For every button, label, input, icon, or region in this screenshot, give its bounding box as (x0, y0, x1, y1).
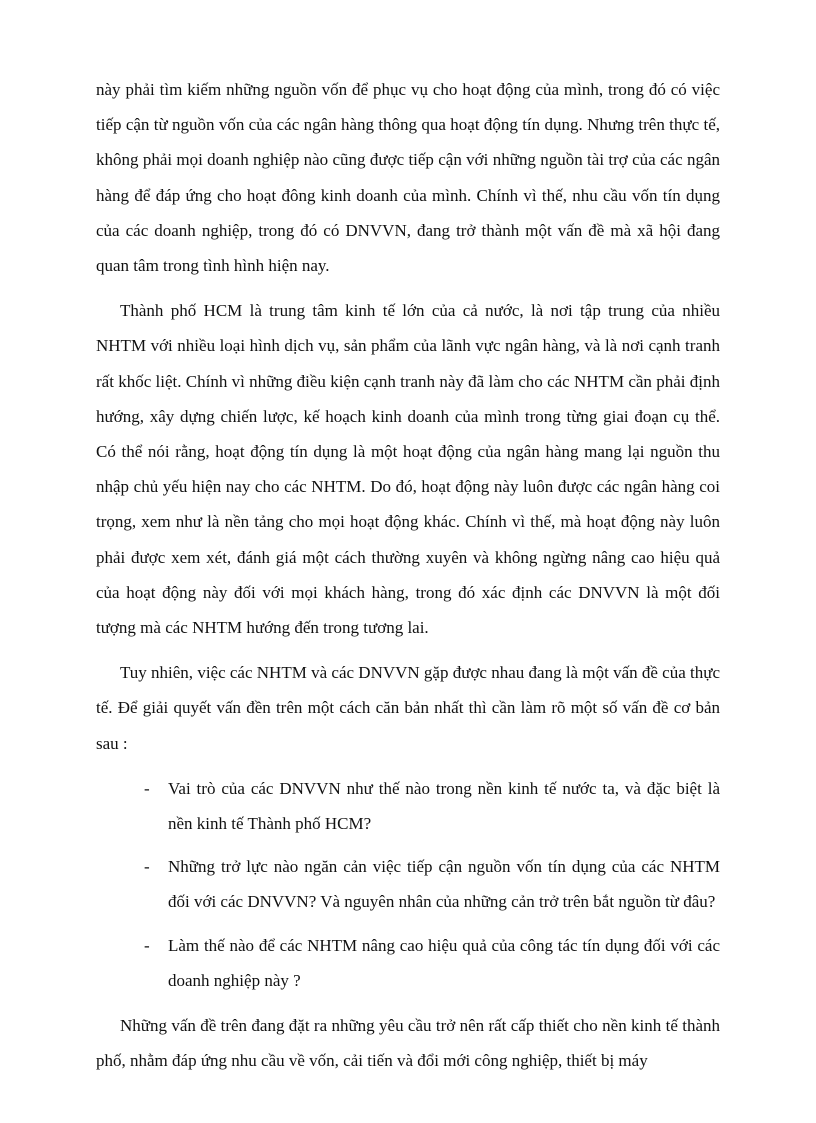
list-item (96, 928, 720, 998)
paragraph-hcm: Thành phố HCM là trung tâm kinh tế lớn của cả nước, là nơi tập trung của nhiều NHTM với nhiều loại hình dịch vụ, sản phẩm của lãnh vực ngân hàng, và là nơi cạnh tranh rất khốc liệt. Chính vì những điều kiện cạnh tranh này đã làm cho các NHTM cần phải định hướng, xây dựng chiến lược, kế hoạch kinh doanh của mình trong từng giai đoạn cụ thể. Có thể nói rằng, hoạt động tín dụng là một hoạt động của ngân hàng mang lại nguồn thu nhập chủ yếu hiện nay cho các NHTM. Do đó, hoạt động này luôn được các ngân hàng coi trọng, xem như là nền tảng cho mọi hoạt động khác. Chính vì thế, mà hoạt động này luôn phải được xem xét, đánh giá một cách thường xuyên và không ngừng nâng cao hiệu quả của hoạt động này đối với mọi khách hàng, trong đó xác định các DNVVN là một đối tượng mà các NHTM hướng đến trong tương lai. (96, 301, 720, 638)
list-item (96, 771, 720, 841)
paragraph-continuation: này phải tìm kiếm những nguồn vốn để phục vụ cho hoạt động của mình, trong đó có việc tiếp cận từ nguồn vốn của các ngân hàng thông qua hoạt động tín dụng. Nhưng trên thực tế, không phải mọi doanh nghiệp nào cũng được tiếp cận với những nguồn tài trợ của các ngân hàng để đáp ứng cho hoạt đông kinh doanh của mình. Chính vì thế, nhu cầu vốn tín dụng của các doanh nghiệp, trong đó có DNVVN, đang trở thành một vấn đề mà xã hội đang quan tâm trong tình hình hiện nay. (96, 80, 720, 276)
list-item-text: Làm thế nào để các NHTM nâng cao hiệu quả của công tác tín dụng đối với các doanh nghiệp này ? (168, 935, 720, 990)
paragraph-conclusion: Những vấn đề trên đang đặt ra những yêu cầu trở nên rất cấp thiết cho nền kinh tế thành phố, nhằm đáp ứng nhu cầu về vốn, cải tiến và đổi mới công nghiệp, thiết bị máy (96, 1016, 720, 1071)
dash-marker: - (144, 935, 150, 955)
list-item-text: Vai trò của các DNVVN như thế nào trong nền kinh tế nước ta, và đặc biệt là nền kinh tế Thành phố HCM? (168, 778, 720, 834)
dash-marker: - (144, 778, 150, 798)
dash-marker: - (144, 857, 150, 877)
paragraph-however: Tuy nhiên, việc các NHTM và các DNVVN gặp được nhau đang là một vấn đề của thực tế. Để giải quyết vấn đền trên một cách căn bản nhất thì cần làm rõ một số vấn đề cơ bản sau : (96, 663, 720, 753)
question-list (96, 771, 720, 998)
list-item-text: Những trở lực nào ngăn cản việc tiếp cận nguồn vốn tín dụng của các NHTM đối với các DNVVN? Và nguyên nhân của những cản trở trên bắt nguồn từ đâu? (168, 857, 720, 912)
list-item (96, 849, 720, 919)
